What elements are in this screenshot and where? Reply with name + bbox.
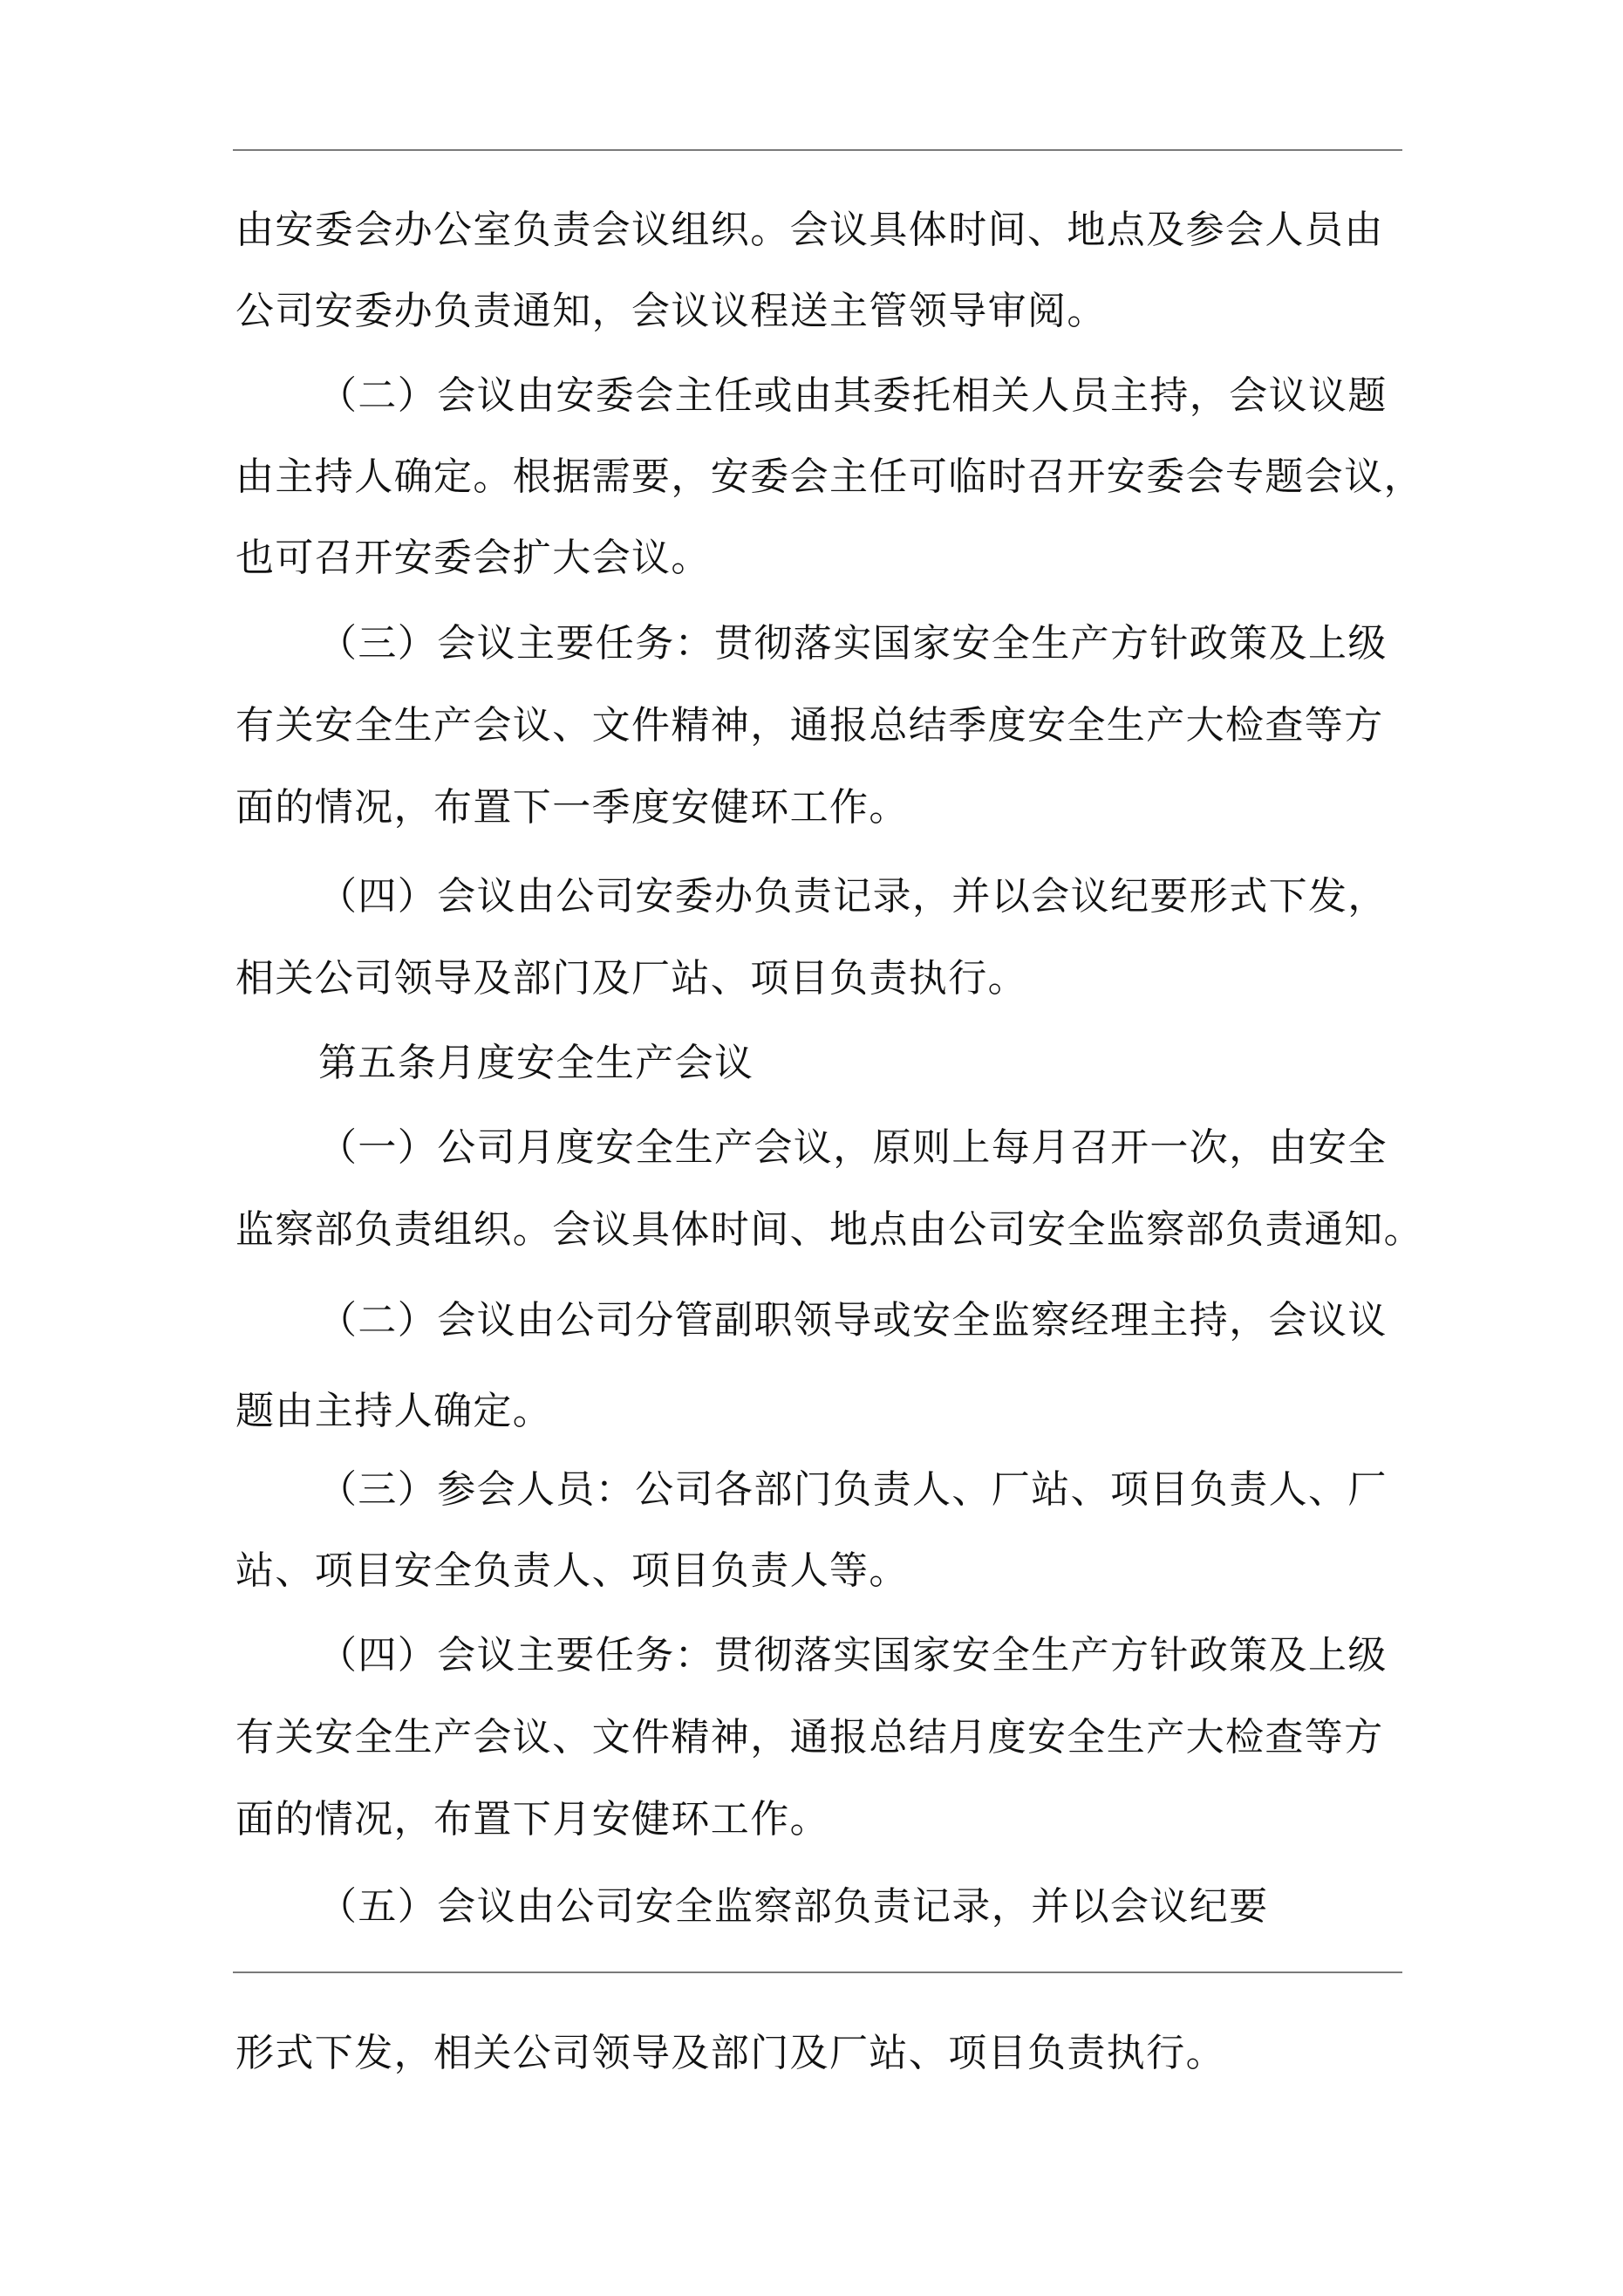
continuation-line: 形式下发，相关公司领导及部门及厂站、项目负责执行。 [235,2031,1225,2075]
paragraph-line: 由主持人确定。根据需要，安委会主任可临时召开安委会专题会议， [235,454,1423,499]
paragraph-line: （四）会议由公司安委办负责记录，并以会议纪要形式下发， [318,874,1388,919]
paragraph-line: 有关安全生产会议、文件精神，通报总结月度安全生产大检查等方 [235,1715,1384,1760]
article-heading: 第五条月度安全生产会议 [318,1041,754,1085]
paragraph-line: （三）会议主要任务：贯彻落实国家安全生产方针政策及上级 [318,621,1388,666]
paragraph-line: （二）会议由安委会主任或由其委托相关人员主持，会议议题 [318,373,1388,418]
paragraph-line: （三）参会人员：公司各部门负责人、厂站、项目负责人、厂 [318,1467,1388,1512]
paragraph-line: 有关安全生产会议、文件精神，通报总结季度安全生产大检查等方 [235,703,1384,748]
paragraph-line: （四）会议主要任务：贯彻落实国家安全生产方针政策及上级 [318,1633,1388,1678]
paragraph-line: （一）公司月度安全生产会议，原则上每月召开一次，由安全 [318,1125,1388,1170]
paragraph-line: 监察部负责组织。会议具体时间、地点由公司安全监察部负责通知。 [235,1207,1423,1252]
paragraph-line: 相关公司领导及部门及厂站、项目负责执行。 [235,956,1027,1001]
header-rule [233,149,1402,151]
paragraph-line: 站、项目安全负责人、项目负责人等。 [235,1548,909,1593]
page-break-rule [233,1971,1402,1973]
paragraph-line: 也可召开安委会扩大会议。 [235,536,711,580]
paragraph-line: 题由主持人确定。 [235,1389,553,1433]
paragraph-line: 面的情况，布置下月安健环工作。 [235,1797,829,1842]
paragraph-line: 面的情况，布置下一季度安健环工作。 [235,785,909,830]
paragraph-line: 公司安委办负责通知，会议议程送主管领导审阅。 [235,289,1107,333]
paragraph-line: （五）会议由公司安全监察部负责记录，并以会议纪要 [318,1884,1269,1929]
paragraph-line: 由安委会办公室负责会议组织。会议具体时间、地点及参会人员由 [235,208,1384,252]
paragraph-line: （二）会议由公司分管副职领导或安全监察经理主持，会议议 [318,1298,1388,1343]
